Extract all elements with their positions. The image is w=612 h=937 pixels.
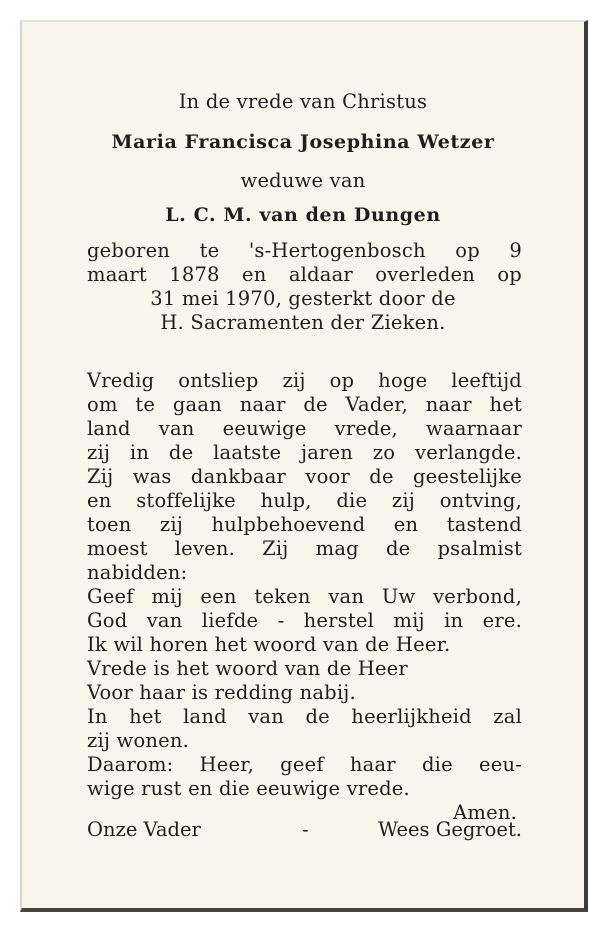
body-line: nabidden:: [87, 561, 188, 584]
deceased-name: Maria Francisca Josephina Wetzer: [111, 131, 495, 153]
prayer-onze-vader: Onze Vader: [87, 818, 201, 841]
birth-death-line: 31 mei 1970, gesterkt door de: [150, 287, 456, 310]
body-line: toen zij hulpbehoevend en tastend: [87, 513, 522, 536]
body-line: Ik wil horen het woord van de Heer.: [87, 633, 451, 656]
body-line: Zij was dankbaar voor de geestelijke: [87, 465, 522, 488]
prayer-wees-gegroet: Wees Gegroet.: [378, 818, 522, 841]
body-line: en stoffelijke hulp, die zij ontving,: [87, 489, 522, 512]
closing-prayers: [87, 818, 522, 842]
prayer-separator: -: [302, 818, 309, 841]
amen-line: Amen.: [453, 801, 517, 824]
body-line: In het land van de heerlijkheid zal: [87, 705, 522, 728]
birth-death-line: maart 1878 en aldaar overleden op: [87, 263, 522, 286]
body-line: zij wonen.: [87, 729, 190, 752]
body-line: Vredig ontsliep zij op hoge leeftijd: [87, 369, 522, 392]
body-line: Geef mij een teken van Uw verbond,: [87, 585, 522, 608]
body-line: wige rust en die eeuwige vrede.: [87, 777, 410, 800]
body-line: Voor haar is redding nabij.: [87, 681, 356, 704]
birth-death-line: H. Sacramenten der Zieken.: [160, 311, 446, 334]
opening-line: In de vrede van Christus: [178, 90, 428, 113]
body-line: land van eeuwige vrede, waarnaar: [87, 417, 522, 440]
spouse-name: L. C. M. van den Dungen: [165, 204, 441, 226]
body-line: God van liefde - herstel mij in ere.: [87, 609, 522, 632]
memorial-card: [20, 20, 588, 912]
body-line: Daarom: Heer, geef haar die eeu-: [87, 753, 522, 776]
relation-line: weduwe van: [240, 169, 366, 192]
body-line: om te gaan naar de Vader, naar het: [87, 393, 522, 416]
body-line: Vrede is het woord van de Heer: [87, 657, 408, 680]
body-line: zij in de laatste jaren zo verlangde.: [87, 441, 522, 464]
body-line: moest leven. Zij mag de psalmist: [87, 537, 522, 560]
birth-death-line: geboren te 's-Hertogenbosch op 9: [87, 239, 522, 262]
